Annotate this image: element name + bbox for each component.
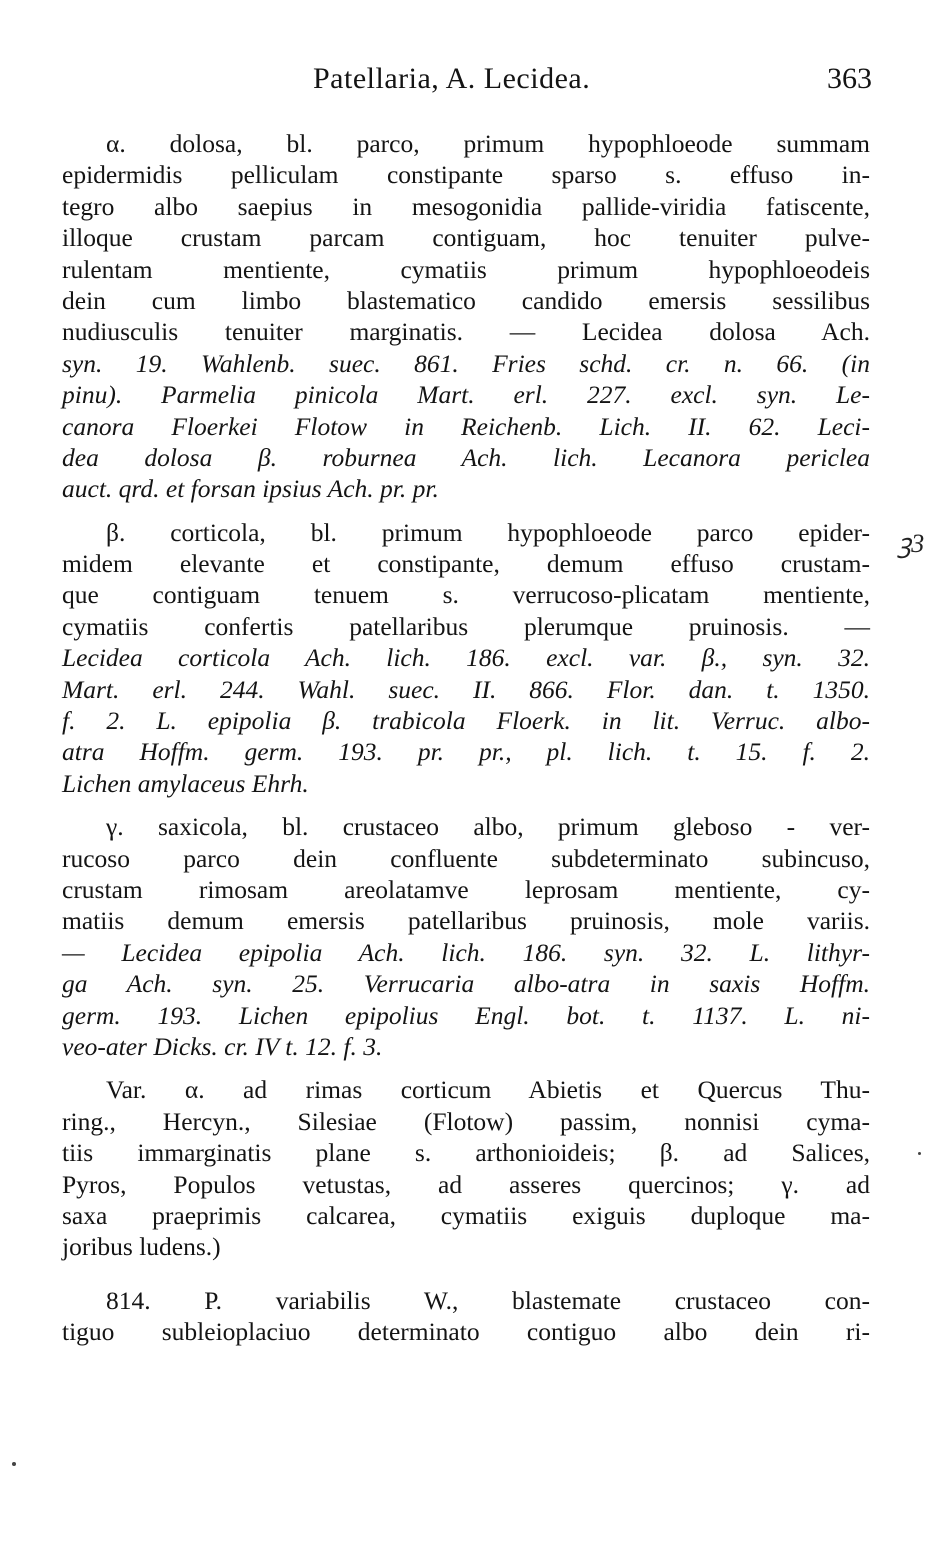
page-header	[60, 62, 872, 102]
text-line: pinu). Parmelia pinicola Mart. erl. 227. excl. syn. Le-	[62, 380, 870, 410]
paragraph-alpha	[62, 128, 870, 505]
text-line: α. dolosa, bl. parco, primum hypophloeode summam	[106, 129, 870, 158]
text-line: midem elevante et constipante, demum effuso crustam-	[62, 549, 870, 579]
text-line: rulentam mentiente, cymatiis primum hypophloeodeis	[62, 254, 870, 284]
body-text	[62, 128, 870, 1347]
text-line: Lichen amylaceus Ehrh.	[62, 768, 309, 798]
text-line: crustam rimosam areolatamve leprosam mentiente, cy-	[62, 874, 870, 904]
text-line: rucoso parco dein confluente subdeterminato subincuso,	[62, 843, 870, 873]
paragraph-gamma	[62, 811, 870, 1062]
text-line: saxa praeprimis calcarea, cymatiis exiguis duploque ma-	[62, 1200, 870, 1230]
text-line: nudiusculis tenuiter marginatis. — Lecidea dolosa Ach.	[62, 317, 870, 347]
text-line: cymatiis confertis patellaribus plerumque pruinosis. —	[62, 611, 870, 641]
text-line: f. 2. L. epipolia β. trabicola Floerk. in lit. Verruc. albo-	[62, 706, 870, 736]
text-line: 814. P. variabilis W., blastemate crustaceo con-	[106, 1285, 870, 1315]
text-line: ga Ach. syn. 25. Verrucaria albo-atra in saxis Hoffm.	[62, 969, 870, 999]
text-line: β. corticola, bl. primum hypophloeode parco epider-	[106, 517, 870, 547]
text-line: Mart. erl. 244. Wahl. suec. II. 866. Flor. dan. t. 1350.	[62, 674, 870, 704]
paper-speck	[12, 1462, 16, 1466]
text-line: ring., Hercyn., Silesiae (Flotow) passim, nonnisi cyma-	[62, 1106, 870, 1136]
text-line: matiis demum emersis patellaribus pruinosis, mole variis.	[62, 906, 870, 936]
text-line: que contiguam tenuem s. verrucoso-plicatam mentiente,	[62, 580, 870, 610]
text-line: Lecidea corticola Ach. lich. 186. excl. var. β., syn. 32.	[62, 643, 870, 673]
text-line: veo-ater Dicks. cr. IV t. 12. f. 3.	[62, 1031, 383, 1061]
text-line: epidermidis pelliculam constipante sparso s. effuso in-	[62, 160, 870, 190]
text-line: syn. 19. Wahlenb. suec. 861. Fries schd. cr. n. 66. (in	[62, 348, 870, 378]
text-line: joribus ludens.)	[62, 1232, 221, 1262]
text-line: auct. qrd. et forsan ipsius Ach. pr. pr.	[62, 474, 439, 504]
paragraph-varieties	[62, 1074, 870, 1262]
paper-speck	[918, 1152, 921, 1155]
text-line: illoque crustam parcam contiguam, hoc tenuiter pulve-	[62, 223, 870, 253]
text-line: dea dolosa β. roburnea Ach. lich. Lecanora periclea	[62, 442, 870, 472]
text-line: germ. 193. Lichen epipolius Engl. bot. t. 1137. L. ni-	[62, 1000, 870, 1030]
text-line: — Lecidea epipolia Ach. lich. 186. syn. 32. L. lithyr-	[62, 937, 870, 967]
text-line: γ. saxicola, bl. crustaceo albo, primum gleboso - ver-	[106, 812, 870, 842]
page-number: 363	[827, 62, 872, 95]
text-line: dein cum limbo blastematico candido emersis sessilibus	[62, 285, 870, 315]
paragraph-species-814	[62, 1285, 870, 1348]
text-line: tiguo subleioplaciuo determinato contiguo albo dein ri-	[62, 1317, 870, 1347]
text-line: Pyros, Populos vetustas, ad asseres quercinos; γ. ad	[62, 1169, 870, 1199]
text-line: Var. α. ad rimas corticum Abietis et Quercus Thu-	[106, 1075, 870, 1105]
text-line: atra Hoffm. germ. 193. pr. pr., pl. lich. t. 15. f. 2.	[62, 737, 870, 767]
margin-annotation: ꝫ3	[898, 529, 925, 558]
text-line: tegro albo saepius in mesogonidia pallide-viridia fatiscente,	[62, 191, 870, 221]
text-line: canora Floerkei Flotow in Reichenb. Lich. II. 62. Leci-	[62, 411, 870, 441]
text-line: tiis immarginatis plane s. arthonioideis; β. ad Salices,	[62, 1138, 870, 1168]
paragraph-beta	[62, 517, 870, 800]
running-head: Patellaria, A. Lecidea.	[313, 62, 591, 95]
